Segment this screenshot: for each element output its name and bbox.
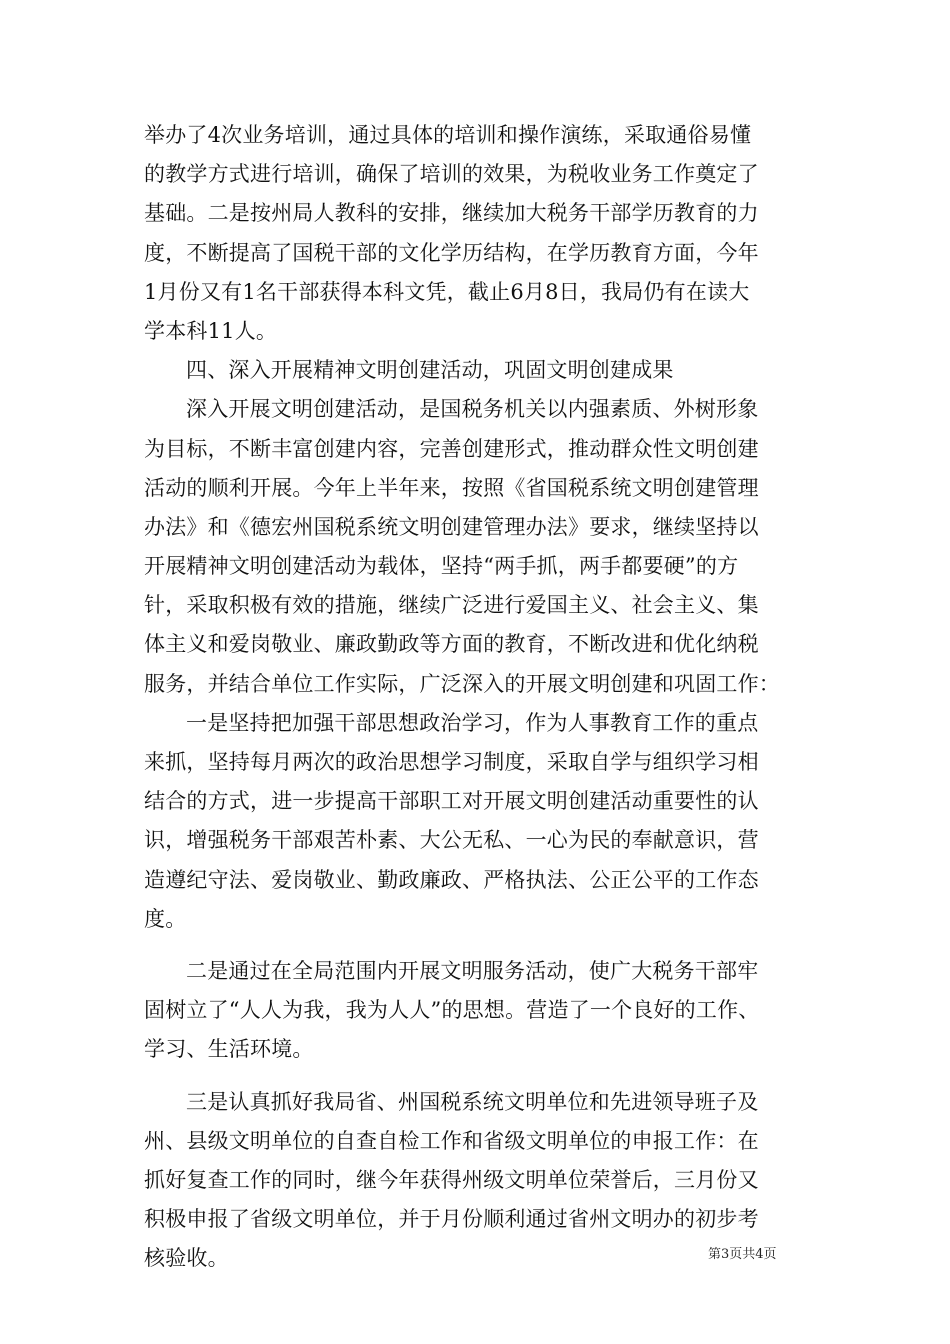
text-line: 积极申报了省级文明单位，并于月份顺利通过省州文明办的初步考 xyxy=(144,1207,759,1232)
document-body xyxy=(144,116,826,1278)
paragraph-gap xyxy=(144,939,826,952)
text-line: 深入开展文明创建活动，是国税务机关以内强素质、外树形象 xyxy=(186,397,759,422)
text-line: 服务，并结合单位工作实际，广泛深入的开展文明创建和巩固工作： xyxy=(144,671,780,696)
text-line: 核验收。 xyxy=(144,1246,229,1271)
text-line: 体主义和爱岗敬业、廉政勤政等方面的教育，不断改进和优化纳税 xyxy=(144,632,759,657)
text-line: 固树立了“人人为我，我为人人”的思想。营造了一个良好的工作、 xyxy=(144,998,760,1023)
text-line: 二是通过在全局范围内开展文明服务活动，使广大税务干部牢 xyxy=(186,958,759,983)
text-line: 针，采取积极有效的措施，继续广泛进行爱国主义、社会主义、集 xyxy=(144,593,759,618)
text-line: 三是认真抓好我局省、州国税系统文明单位和先进领导班子及 xyxy=(186,1089,759,1114)
page-number-footer: 第3页共4页 xyxy=(708,1247,777,1262)
text-line: 学习、生活环境。 xyxy=(144,1037,314,1062)
text-line: 办法》和《德宏州国税系统文明创建管理办法》要求，继续坚持以 xyxy=(144,514,759,539)
text-line: 活动的顺利开展。今年上半年来，按照《省国税系统文明创建管理 xyxy=(144,475,759,500)
text-line: 开展精神文明创建活动为载体，坚持“两手抓，两手都要硬”的方 xyxy=(144,554,739,579)
text-line: 来抓，坚持每月两次的政治思想学习制度，采取自学与组织学习相 xyxy=(144,750,759,774)
text-line: 学本科11人。 xyxy=(144,318,278,343)
text-line: 度。 xyxy=(144,906,187,931)
text-line: 一是坚持把加强干部思想政治学习，作为人事教育工作的重点 xyxy=(186,710,759,735)
text-line: 基础。二是按州局人教科的安排，继续加大税务干部学历教育的力 xyxy=(144,201,759,226)
text-line: 抓好复查工作的同时，继今年获得州级文明单位荣誉后，三月份又 xyxy=(144,1167,759,1192)
paragraph-gap xyxy=(144,1070,826,1083)
text-line: 造遵纪守法、爱岗敬业、勤政廉政、严格执法、公正公平的工作态 xyxy=(144,867,759,892)
section-heading: 四、深入开展精神文明创建活动，巩固文明创建成果 xyxy=(186,358,674,383)
text-line: 的教学方式进行培训，确保了培训的效果，为税收业务工作奠定了 xyxy=(144,162,759,187)
text-line: 1月份又有1名干部获得本科文凭，截止6月8日，我局仍有在读大 xyxy=(144,279,750,304)
text-line: 举办了4次业务培训，通过具体的培训和操作演练，采取通俗易懂 xyxy=(144,123,752,147)
text-line: 州、县级文明单位的自查自检工作和省级文明单位的申报工作：在 xyxy=(144,1128,759,1153)
text-line: 识，增强税务干部艰苦朴素、大公无私、一心为民的奉献意识，营 xyxy=(144,828,759,853)
text-line: 度，不断提高了国税干部的文化学历结构，在学历教育方面，今年 xyxy=(144,240,759,265)
text-line: 为目标，不断丰富创建内容，完善创建形式，推动群众性文明创建 xyxy=(144,436,759,461)
text-line: 结合的方式，进一步提高干部职工对开展文明创建活动重要性的认 xyxy=(144,789,759,814)
